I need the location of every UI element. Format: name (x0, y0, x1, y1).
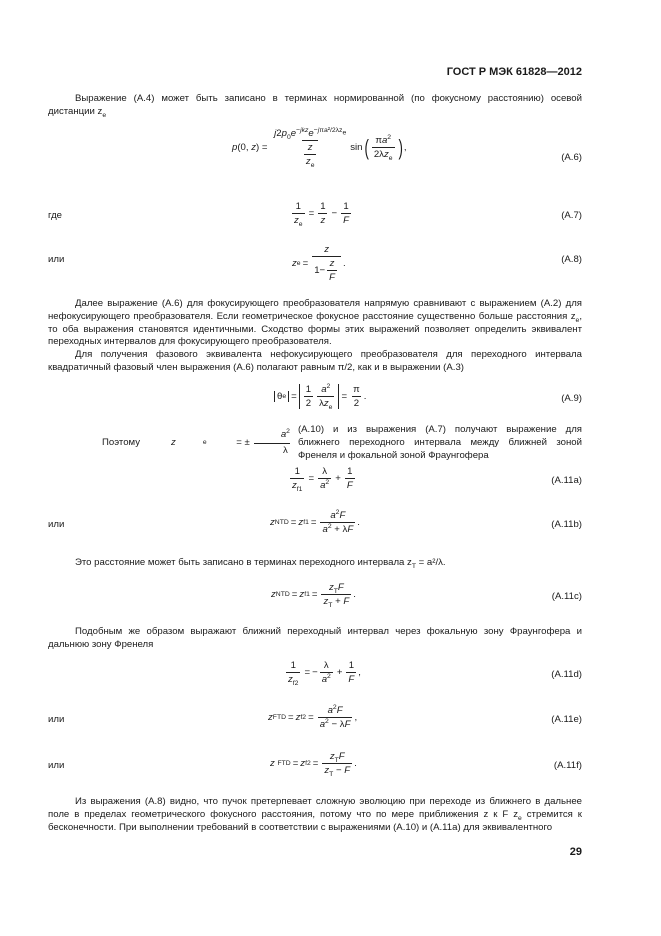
document-header: ГОСТ Р МЭК 61828—2012 (446, 66, 582, 78)
paragraph-evolution: Из выражения (А.8) видно, что пучок претерпевает сложную эволюцию при переходе из ближнего в дальнее поле в пределах геометрического фокусного расстояния, потому что по мере приближения z к F $z_e$ стремится к бесконечности. При выполнении требований в соответствии с выражениями (А.10) и (А.11а) для эквивалентного (48, 796, 582, 833)
paragraph-transition: Это расстояние может быть записано в терминах переходного интервала $z_T = a^2/\lambda$. (75, 557, 446, 570)
equation-number-a11d: (А.11d) (551, 669, 582, 680)
equation-number-a11c: (А.11c) (551, 591, 582, 602)
paragraph-phase: Для получения фазового эквивалента нефокусирующего преобразователя для переходного интервала квадратичный фазовый член выражения (А.6) полагают равным π/2, как и в выражении (А.3) (48, 349, 582, 373)
word-or-1: или (48, 254, 65, 265)
equation-number-a9: (А.9) (561, 393, 582, 404)
paragraph-far-zone: Подобным же образом выражают ближний переходный интервал через фокальную зону Фраунгофера и дальнюю зону Френеля (48, 626, 582, 650)
equation-number-a8: (А.8) (561, 254, 582, 265)
word-where: где (48, 210, 63, 221)
equation-a8: z e = z 1− $\frac{z}{F}$ . (292, 244, 346, 283)
paragraph-therefore: Поэтому z e = ± $a^2$ λ (А.10) и из выражения (А.7) получают выражение для ближнего переходного интервала между ближней зоной Френеля и фокальной зоной Фраунгофера (102, 424, 582, 461)
paragraph-comparison: Далее выражение (А.6) для фокусирующего преобразователя напрямую сравнивают с выражением (А.2) для нефокусирующего преобразователя. Если геометрическое фокусное расстояние существенно больше расстояния $z_e$, то оба выражения становятся идентичными. Сходство формы этих выражений позволяет определить эквивалент переходных интервалов для фокусирующего преобразователя. (48, 298, 582, 348)
equation-a11d: $\frac{1}{z_{f2}}$ = − $\frac{\lambda}{a^2}$ + $\frac{1}{F}$ , (288, 660, 361, 687)
equation-a11f: z FTD = z f2 = $z_TF$ $z_T - F$ . (270, 751, 357, 778)
equation-a6: p (0, z ) = $j2p_0e^{-jkz}e^{-j\pi a^2/2\lambda z_e}$ $\frac{z}{z_e}$ sin ( $\pi a^2$ $2\lambda z_e$ ) , (232, 126, 407, 169)
word-or-4: или (48, 760, 65, 771)
equation-number-a11b: (А.11b) (551, 519, 582, 530)
equation-a7: $\frac{1}{z_e}$ = $\frac{1}{z}$ − $\frac{1}{F}$ (294, 201, 350, 228)
equation-a11e: z FTD = z f2 = $\frac{a^2F}{a^2 - \lambda F}$ , (268, 703, 358, 730)
word-or-3: или (48, 714, 65, 725)
paragraph-intro: Выражение (А.4) может быть записано в терминах нормированной (по фокусному расстоянию) осевой дистанции $z_e$ (48, 93, 582, 119)
equation-a11c: z NTD = z f1 = $z_TF$ $z_T + F$ . (271, 582, 356, 609)
equation-number-a11e: (А.11e) (551, 714, 582, 725)
equation-number-a7: (А.7) (561, 210, 582, 221)
equation-a9: θ e = 1 2 $a^2$ $\lambda z_e$ = $\frac{\pi}{2}$ . (274, 384, 366, 409)
equation-a11a: $\frac{1}{z_{f1}}$ = $\frac{\lambda}{a^2}$ + $\frac{1}{F}$ (292, 466, 353, 493)
page-number: 29 (569, 846, 582, 858)
word-or-2: или (48, 519, 65, 530)
equation-number-a6: (А.6) (561, 152, 582, 163)
equation-number-a11a: (А.11а) (551, 475, 582, 486)
equation-number-a11f: (А.11f) (553, 760, 582, 771)
equation-a11b: z NTD = z f1 = $\frac{a^2F}{a^2 + \lambda F}$ . (270, 508, 360, 535)
